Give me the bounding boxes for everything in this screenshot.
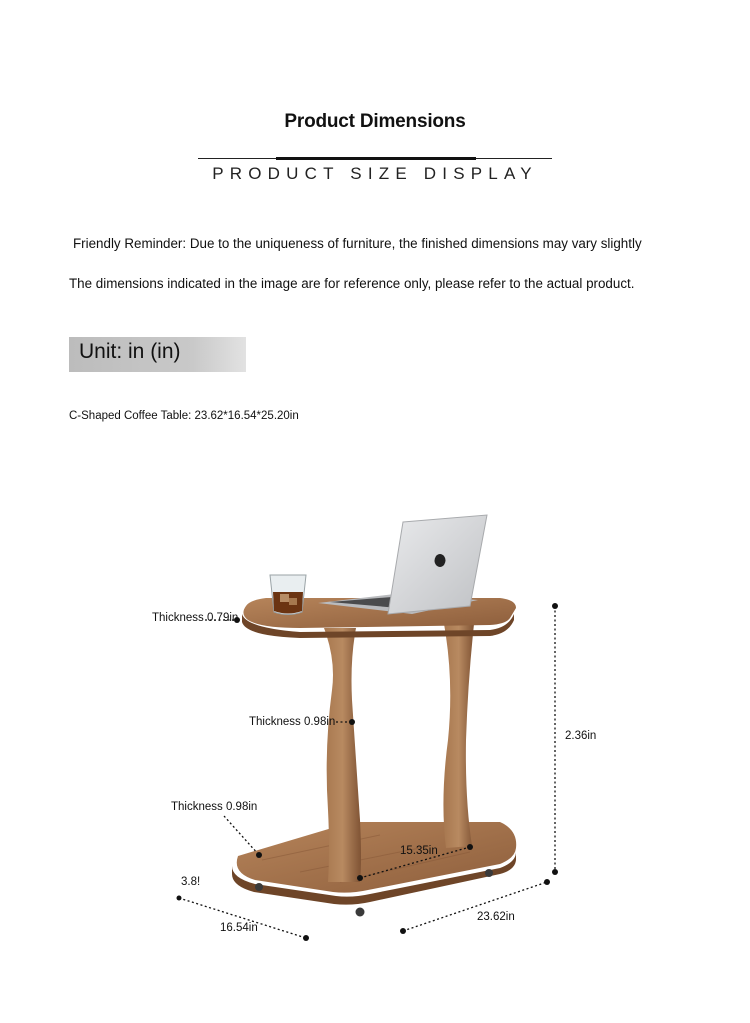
- dimension-endpoints: [177, 603, 559, 941]
- dim-top-thickness: Thickness 0.79in: [152, 612, 239, 624]
- unit-label: Unit: in (in): [79, 340, 181, 363]
- dim-base-thickness: Thickness 0.98in: [171, 801, 258, 813]
- glass-cup: [270, 575, 306, 615]
- disclaimer-text: The dimensions indicated in the image are for reference only, please refer to the actual product.: [69, 276, 635, 291]
- page-title: Product Dimensions: [284, 111, 466, 132]
- dim-base-height: 3.8!: [181, 876, 201, 888]
- table-leg-back: [443, 624, 474, 848]
- dim-width: 23.62in: [477, 911, 515, 923]
- dim-height: 2.36in: [565, 730, 597, 742]
- table-leg-front: [324, 628, 361, 882]
- reminder-text: Friendly Reminder: Due to the uniqueness of furniture, the finished dimensions may vary slightly: [73, 236, 642, 251]
- dim-depth: 16.54in: [220, 922, 258, 934]
- table-base: [232, 822, 516, 905]
- dim-inner-width: 15.35in: [400, 845, 438, 857]
- page-subtitle: PRODUCT SIZE DISPLAY: [212, 164, 538, 183]
- product-spec: C-Shaped Coffee Table: 23.62*16.54*25.20in: [69, 410, 299, 422]
- dim-leg-thickness: Thickness 0.98in: [249, 716, 336, 728]
